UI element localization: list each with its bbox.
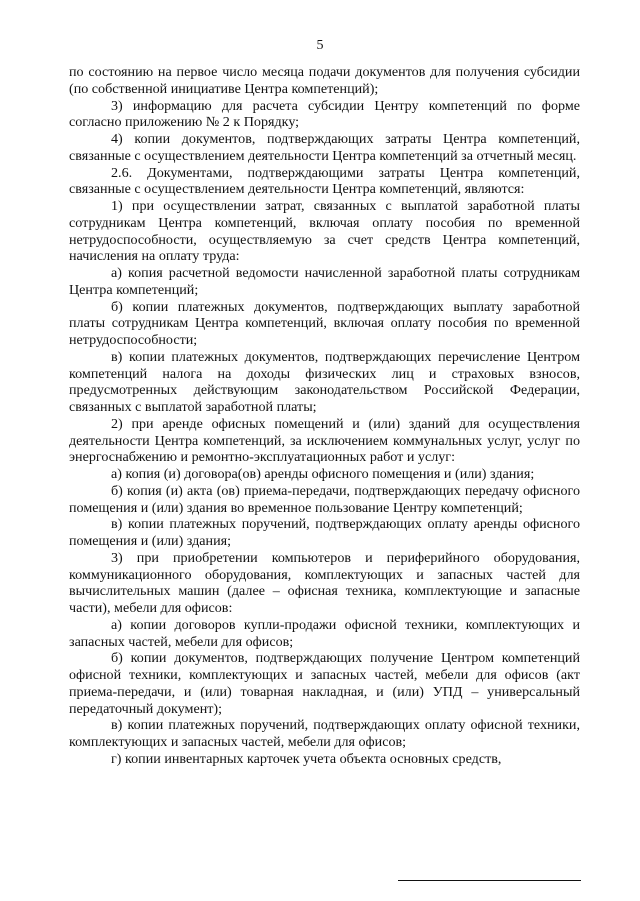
paragraph-salary-costs: 1) при осуществлении затрат, связанных с выплатой заработной платы сотрудникам Центра компетенций, включая оплату пособия по временной нетрудоспособности, осуществляемую за счет средств Центра компетенций, начисления на оплату труда:: [69, 198, 580, 265]
paragraph-equipment-a: а) копии договоров купли-продажи офисной техники, комплектующих и запасных частей, мебели для офисов;: [69, 616, 580, 650]
paragraph-salary-b: б) копии платежных документов, подтверждающих выплату заработной платы сотрудникам Центра компетенций, включая оплату пособия по временной нетрудоспособности;: [69, 298, 580, 348]
paragraph-equipment-costs: 3) при приобретении компьютеров и периферийного оборудования, коммуникационного оборудования, комплектующих и запасных частей для вычислительных машин (далее – офисная техника, комплектующие и запасные части), мебели для офисов:: [69, 549, 580, 616]
paragraph-equipment-g: г) копии инвентарных карточек учета объекта основных средств,: [111, 750, 502, 767]
document-body: [69, 64, 580, 768]
page-number: 5: [316, 38, 324, 53]
paragraph-equipment-b: б) копии документов, подтверждающих получение Центром компетенций офисной техники, комплектующих и запасных частей, мебели для офисов (акт приема-передачи, и (или) товарная накладная, и (или) УПД – универсальный передаточный документ);: [69, 650, 580, 717]
paragraph-section-2-6: 2.6. Документами, подтверждающими затраты Центра компетенций, связанные с осуществлением деятельности Центра компетенций, являются:: [69, 164, 580, 198]
paragraph-rent-v: в) копии платежных поручений, подтверждающих оплату аренды офисного помещения и (или) здания;: [69, 516, 580, 549]
paragraph-rent-costs: 2) при аренде офисных помещений и (или) зданий для осуществления деятельности Центра компетенций, за исключением коммунальных услуг, услуг по энергоснабжению и ремонтно-эксплуатационных работ и услуг:: [69, 415, 580, 466]
paragraph-salary-a: а) копия расчетной ведомости начисленной заработной платы сотрудникам Центра компетенций;: [69, 265, 580, 298]
paragraph-continuation: по состоянию на первое число месяца подачи документов для получения субсидии (по собственной инициативе Центра компетенций);: [69, 64, 580, 97]
paragraph-equipment-v: в) копии платежных поручений, подтверждающих оплату офисной техники, комплектующих и запасных частей, мебели для офисов;: [69, 717, 580, 750]
paragraph-rent-a: а) копия (и) договора(ов) аренды офисного помещения и (или) здания;: [111, 466, 535, 482]
paragraph-item-4: 4) копии документов, подтверждающих затраты Центра компетенций, связанные с осуществлением деятельности Центра компетенций за отчетный месяц.: [69, 131, 580, 164]
paragraph-item-3: 3) информацию для расчета субсидии Центру компетенций по форме согласно приложению № 2 к Порядку;: [69, 97, 580, 131]
paragraph-salary-v: в) копии платежных документов, подтверждающих перечисление Центром компетенций налога на доходы физических лиц и страховых взносов, предусмотренных действующим законодательством Российской Федерации, связанных с выплатой заработной платы;: [69, 348, 580, 415]
bottom-rule: [398, 880, 581, 881]
paragraph-rent-b: б) копия (и) акта (ов) приема-передачи, подтверждающих передачу офисного помещения и (или) здания во временное пользование Центру компетенций;: [69, 482, 580, 516]
